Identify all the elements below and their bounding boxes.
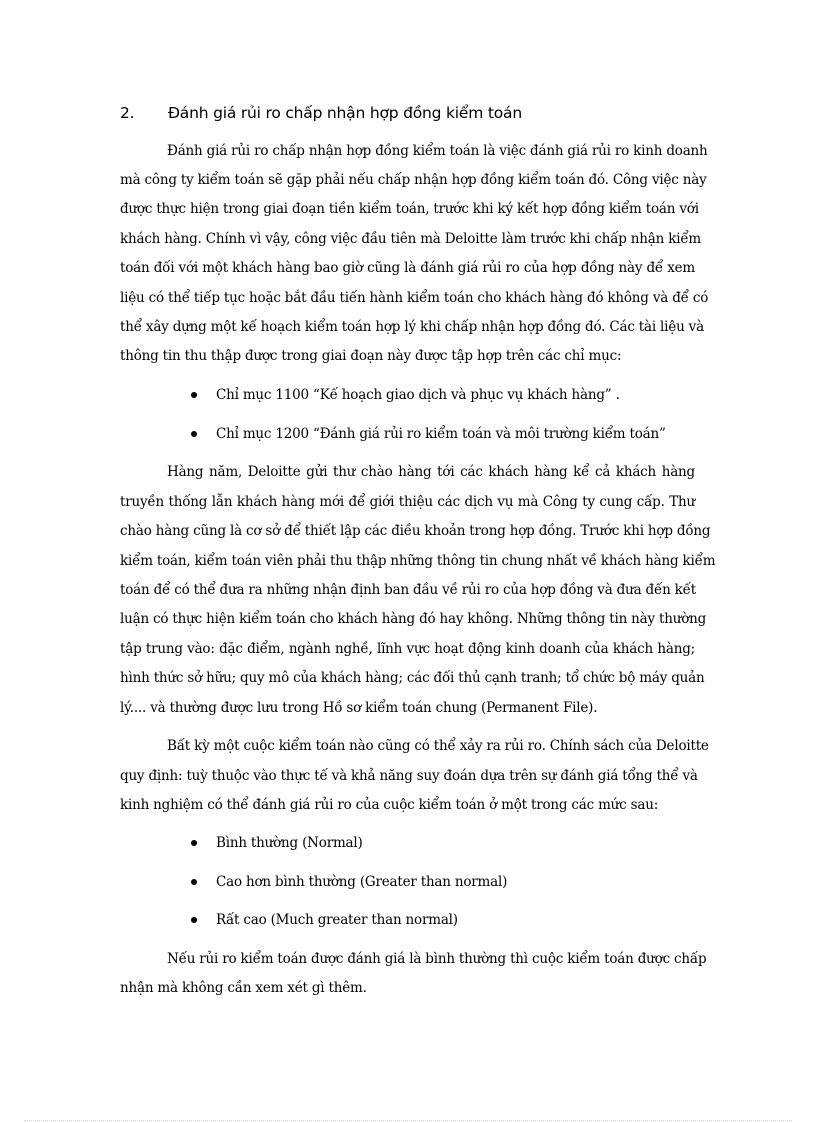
paragraph-line: chào hàng cũng là cơ sở để thiết lập các điều khoản trong hợp đồng. Trước khi hợp đồng xyxy=(120,523,711,539)
paragraph-line: kinh nghiệm có thể đánh giá rủi ro của cuộc kiểm toán ở một trong các mức sau: xyxy=(120,797,659,813)
paragraph-line: nhận mà không cần xem xét gì thêm. xyxy=(120,980,367,996)
paragraph-line: kiểm toán, kiểm toán viên phải thu thập những thông tin chung nhất về khách hàng kiểm xyxy=(120,553,716,569)
list-item-text: Chỉ mục 1100 “Kế hoạch giao dịch và phục vụ khách hàng” . xyxy=(216,387,620,403)
list-item xyxy=(191,384,691,406)
section-number: 2. xyxy=(120,104,135,122)
section-heading xyxy=(120,101,700,125)
page-bottom-rule xyxy=(24,1120,792,1121)
list-item xyxy=(191,871,691,893)
paragraph-line: Bất kỳ một cuộc kiểm toán nào cũng có thể xảy ra rủi ro. Chính sách của Deloitte xyxy=(167,738,709,754)
list-item xyxy=(191,423,691,445)
paragraph-line: mà công ty kiểm toán sẽ gặp phải nếu chấp nhận hợp đồng kiểm toán đó. Công việc này xyxy=(120,172,707,188)
paragraph-line: hình thức sở hữu; quy mô của khách hàng; các đối thủ cạnh tranh; tổ chức bộ máy quản xyxy=(120,670,705,686)
paragraph-line: liệu có thể tiếp tục hoặc bắt đầu tiến hành kiểm toán cho khách hàng đó không và để có xyxy=(120,290,709,306)
bullet-icon xyxy=(191,879,197,885)
section-title: Đánh giá rủi ro chấp nhận hợp đồng kiểm toán xyxy=(168,104,522,122)
paragraph-line: được thực hiện trong giai đoạn tiền kiểm toán, trước khi ký kết hợp đồng kiểm toán với xyxy=(120,201,699,217)
paragraph-line: lý.... và thường được lưu trong Hồ sơ kiểm toán chung (Permanent File). xyxy=(120,700,598,716)
paragraph-line: Nếu rủi ro kiểm toán được đánh giá là bình thường thì cuộc kiểm toán được chấp xyxy=(167,951,707,967)
paragraph-line: quy định: tuỳ thuộc vào thực tế và khả năng suy đoán dựa trên sự đánh giá tổng thể và xyxy=(120,768,698,784)
paragraph-line: Đánh giá rủi ro chấp nhận hợp đồng kiểm toán là việc đánh giá rủi ro kinh doanh xyxy=(167,143,708,159)
list-item-text: Cao hơn bình thường (Greater than normal) xyxy=(216,874,508,890)
bullet-icon xyxy=(191,431,197,437)
list-item-text: Chỉ mục 1200 “Đánh giá rủi ro kiểm toán và môi trường kiểm toán” xyxy=(216,426,666,442)
paragraph-line: khách hàng. Chính vì vậy, công việc đầu tiên mà Deloitte làm trước khi chấp nhận kiểm xyxy=(120,231,702,247)
paragraph-line: thông tin thu thập được trong giai đoạn này được tập hợp trên các chỉ mục: xyxy=(120,348,622,364)
paragraph-line: toán đối với một khách hàng bao giờ cũng là đánh giá rủi ro của hợp đồng này để xem xyxy=(120,260,695,276)
paragraph-line: truyền thống lẫn khách hàng mới để giới thiệu các dịch vụ mà Công ty cung cấp. Thư xyxy=(120,494,695,510)
paragraph-line: tập trung vào: đặc điểm, ngành nghề, lĩnh vực hoạt động kinh doanh của khách hàng; xyxy=(120,641,695,657)
paragraph-line: Hàng năm, Deloitte gửi thư chào hàng tới các khách hàng kể cả khách hàng xyxy=(167,464,695,480)
bullet-icon xyxy=(191,840,197,846)
list-item xyxy=(191,832,691,854)
paragraph-line: toán để có thể đưa ra những nhận định ban đầu về rủi ro của hợp đồng và đưa đến kết xyxy=(120,582,696,598)
paragraph-line: thể xây dựng một kế hoạch kiểm toán hợp lý khi chấp nhận hợp đồng đó. Các tài liệu và xyxy=(120,319,704,335)
bullet-icon xyxy=(191,392,197,398)
list-item-text: Bình thường (Normal) xyxy=(216,835,363,851)
paragraph-line: luận có thực hiện kiểm toán cho khách hàng đó hay không. Những thông tin này thường xyxy=(120,611,707,627)
list-item xyxy=(191,909,691,931)
list-item-text: Rất cao (Much greater than normal) xyxy=(216,912,458,928)
bullet-icon xyxy=(191,917,197,923)
